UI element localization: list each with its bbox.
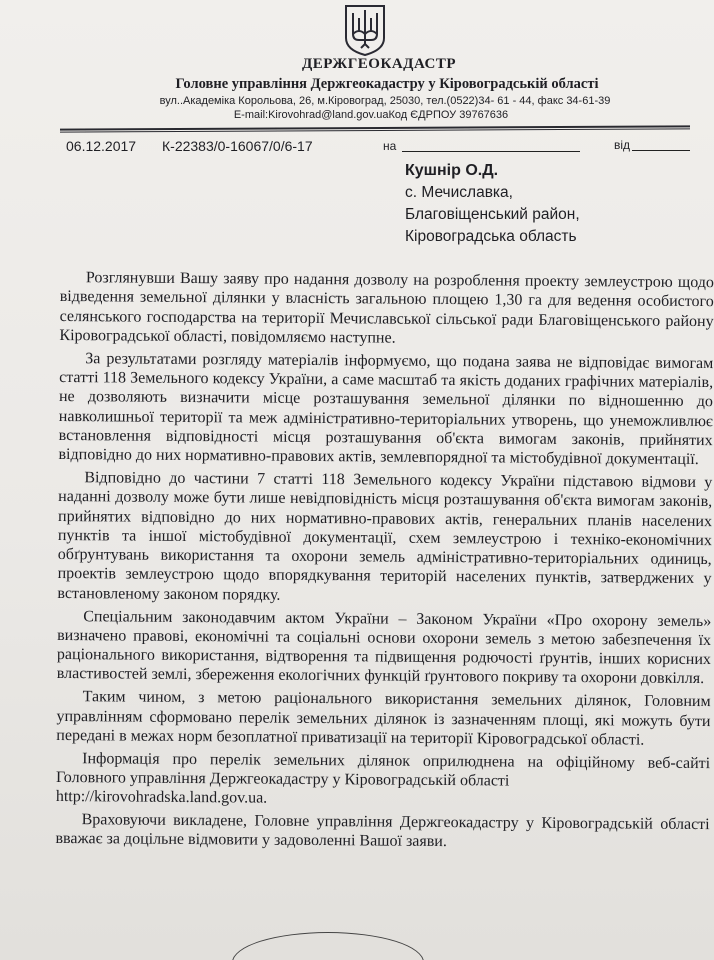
paragraph-review-result: За результатами розгляду матеріалів інформуємо, що подана заява не відповідає вимогам статті 118 Земельного кодексу України, а саме масштаб та якість доданих графічних матеріалів, не дозволяють визначити місце розташування земельної ділянки по відношенню до навколишньої території та меж адміністративно-територіальних утворень, що унеможливлює встановлення відповідності місця розташування об'єкта вимогам законів, прийнятих відповідно до них нормативно-правових актів, землевпорядної та містобудівної документації.: [58, 349, 714, 469]
addressee-village: с. Мечиславка,: [405, 184, 513, 201]
paragraph-land-protection-law: Спеціальним законодавчим актом України – Законом України «Про охорону земель» визначено правові, економічні та соціальні основи охорони земель з метою забезпечення їх раціонального використання, відтворення та підвищення родючості ґрунтів, інших корисних властивостей землі, збереження екологічних функцій ґрунтового покриву та охорони довкілля.: [56, 607, 712, 688]
letter-body: [55, 268, 714, 857]
addressee-block: [405, 160, 580, 248]
from-date-label: від: [614, 138, 631, 152]
paragraph-conclusion: Враховуючи викладене, Головне управління Держгеокадастру у Кіровоградській області вважає за доцільне відмовити у задоволенні Вашої заяви.: [55, 811, 710, 851]
paragraph-publication: Інформація про перелік земельних ділянок оприлюднена на офіційному веб-сайті Головного управління Держгеокадастру у Кіровоградській області: [55, 749, 711, 790]
paragraph-land-list: Таким чином, з метою раціонального використання земельних ділянок, Головним управлінням сформовано перелік земельних ділянок із зазначенням площі, які можуть бути передані в межах норм безоплатної приватизації на території Кіровоградської області.: [56, 688, 711, 749]
website-link[interactable]: http://kirovohradska.land.gov.ua.: [55, 788, 268, 807]
trident-coat-of-arms-icon: [343, 4, 387, 56]
letter-number: К-22383/0-16067/0/6-17: [162, 138, 313, 154]
addressee-district: Благовіщенський район,: [405, 206, 580, 223]
office-address: вул..Академіка Корольова, 26, м.Кіровоград, 25030, тел.(0522)34- 61 - 44, факс 34-61-39: [159, 95, 611, 107]
paragraph-legal-basis: Відповідно до частини 7 статті 118 Земельного кодексу України підставою відмови у наданні дозволу може бути лише невідповідність місця розташування об'єкта вимогам законів, прийнятих відповідно до них нормативно-правових актів, генеральних планів населених пунктів та іншої містобудівної документації, схем землеустрою і техніко-економічних обґрунтувань використання та охорони земель адміністративно-територіальних одиниць, проектів землеустрою щодо впорядкування територій населених пунктів, затверджених у встановленому законом порядку.: [57, 469, 713, 604]
from-date-blank: [632, 150, 690, 151]
agency-name: ДЕРЖГЕОКАДАСТР: [301, 56, 457, 72]
letter-date: 06.12.2017: [66, 138, 137, 154]
paragraph-request: Розглянувши Вашу заяву про надання дозволу на розроблення проекту землеустрою щодо відведення земельної ділянки у власність загальною площею 1,30 га для ведення особистого селянського господарства на території Мечиславської сільської ради Благовіщенського району Кіровоградської області, повідомляємо наступне.: [59, 269, 714, 347]
addressee-name: Кушнір О.Д.: [405, 162, 499, 179]
reply-to-blank: [402, 151, 580, 152]
office-email: E-mail:Kirovohrad@land.gov.uaКод ЄДРПОУ 39767636: [233, 109, 509, 121]
office-name: Головне управління Держгеокадастру у Кіровоградській області: [175, 76, 599, 92]
addressee-region: Кіровоградська область: [405, 228, 577, 245]
reply-to-label: на: [383, 139, 397, 153]
registration-line: [66, 138, 706, 160]
stamp-outline: [232, 932, 424, 960]
